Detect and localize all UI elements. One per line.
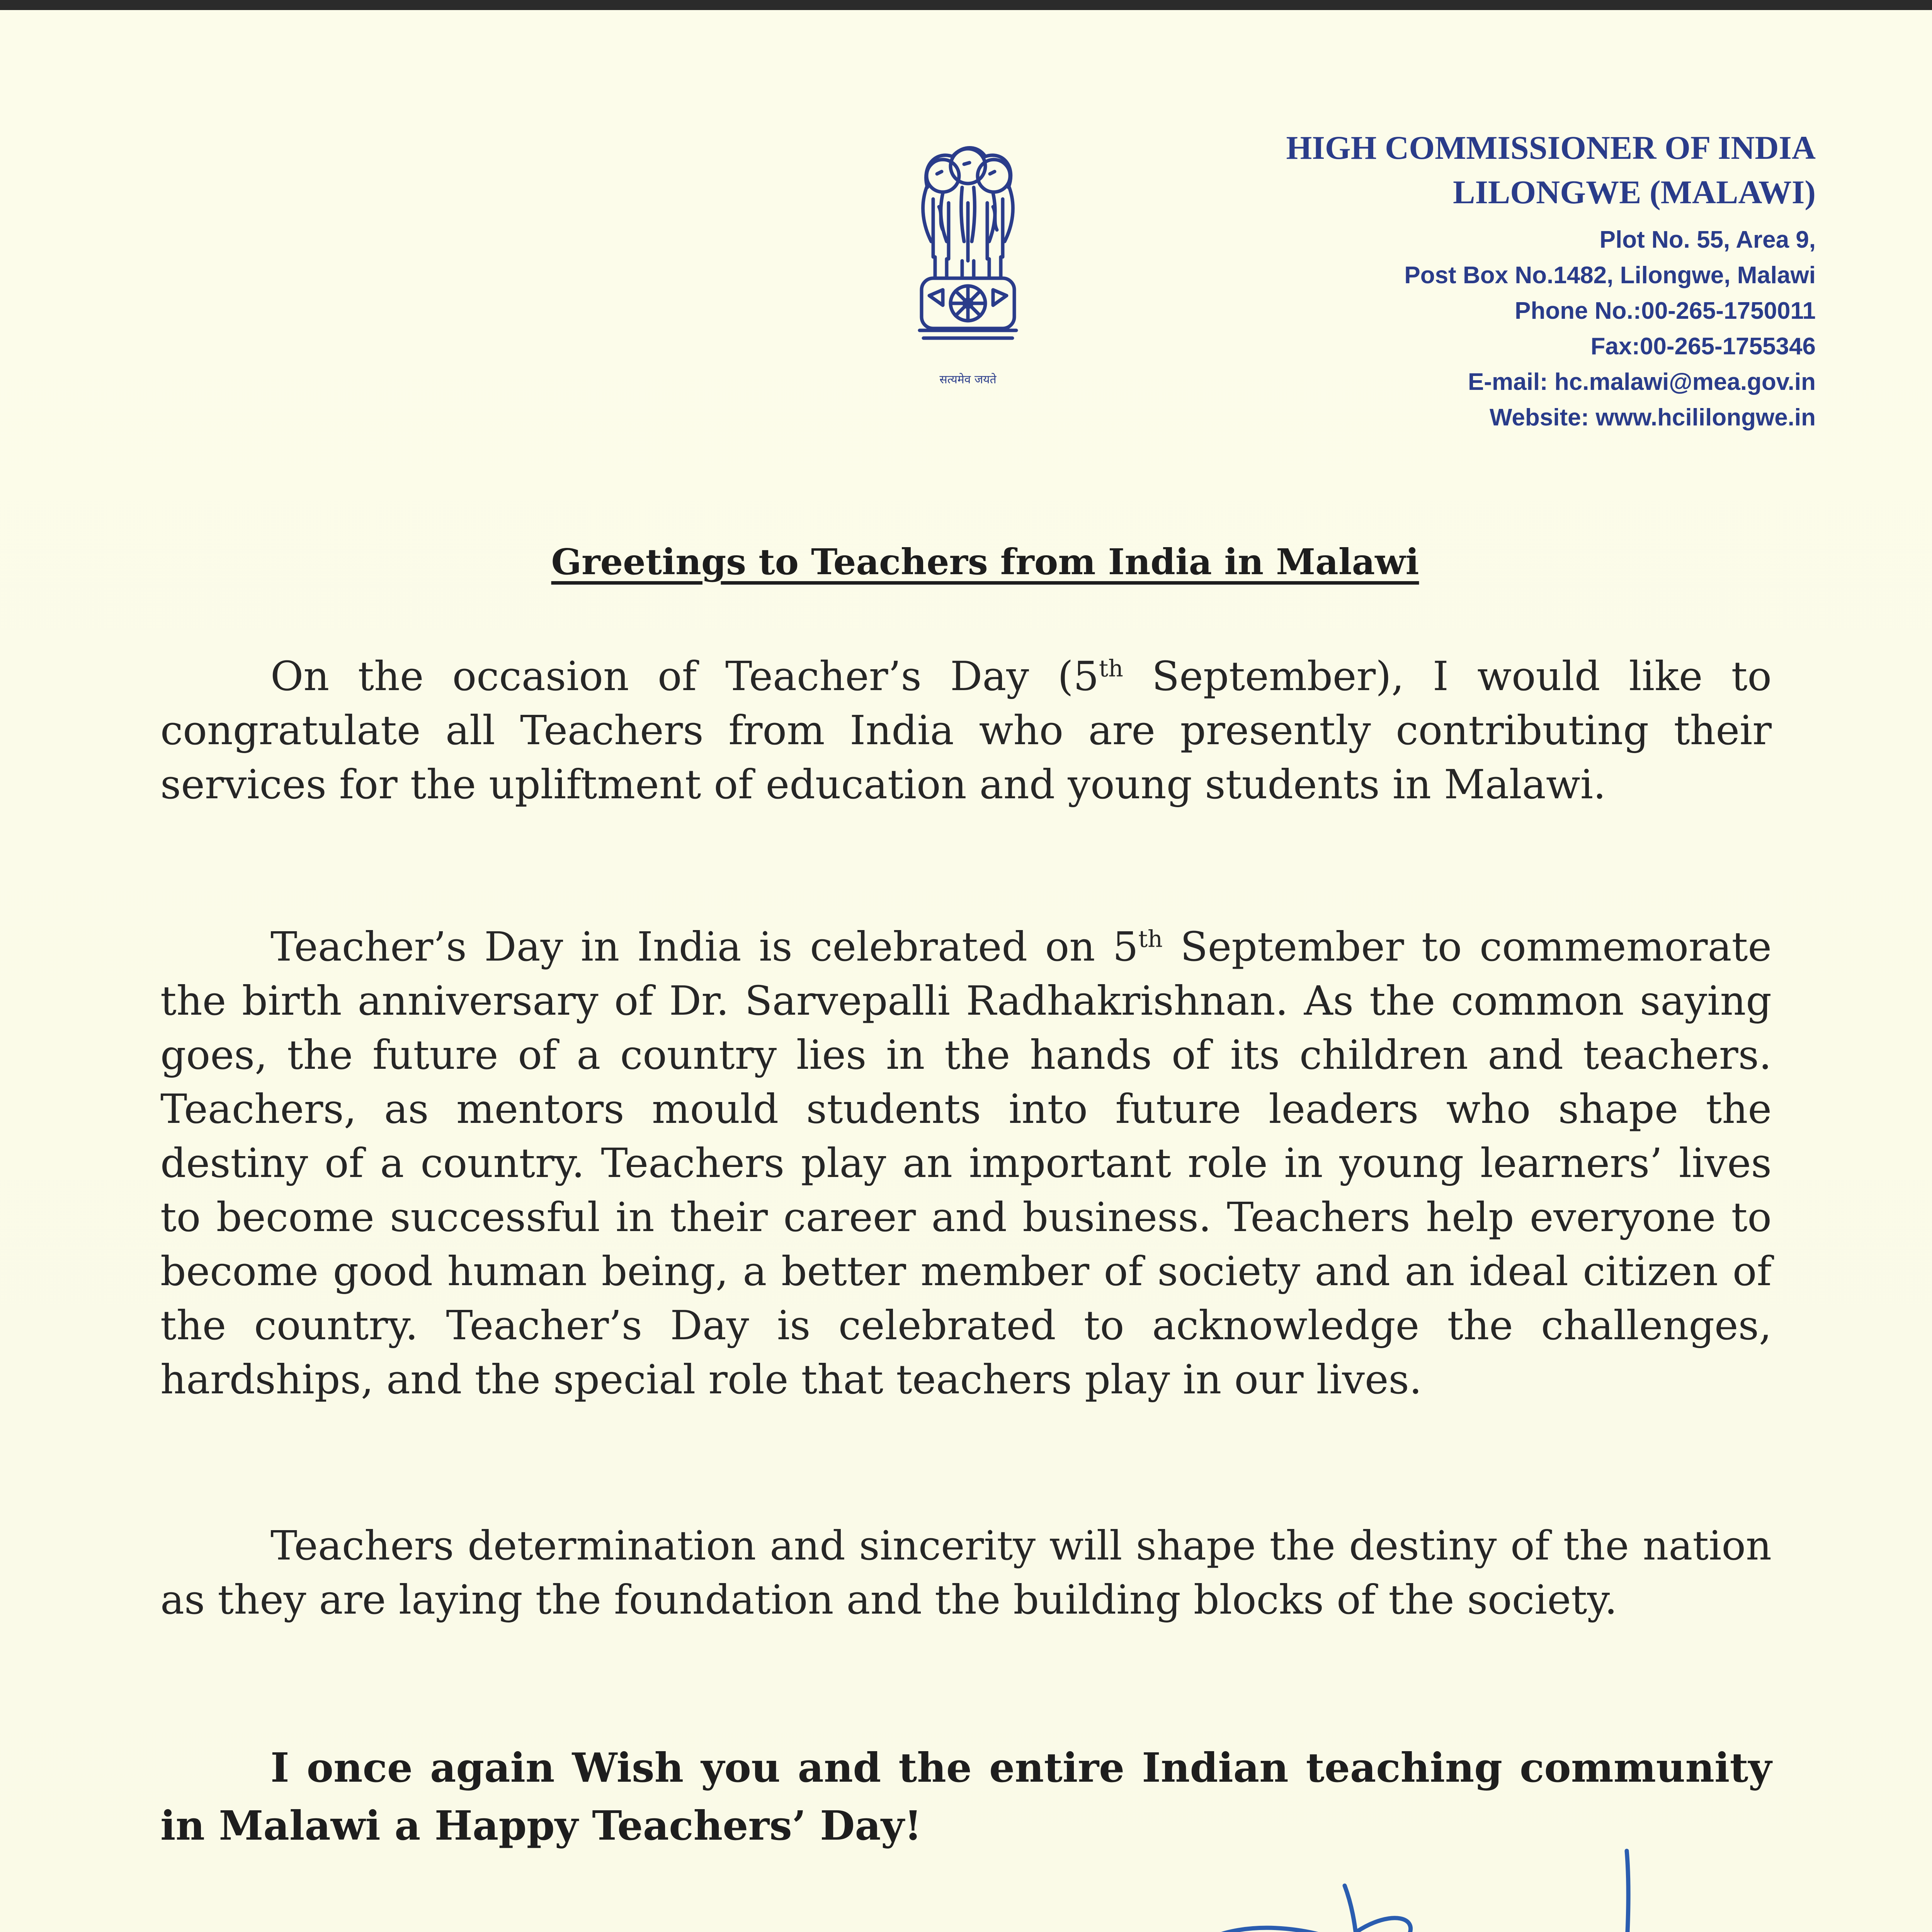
paragraph-3-text: Teachers determination and sincerity will shape the destiny of the nation as they are laying the foundation and the building blocks of the society.	[160, 1522, 1772, 1623]
signature	[1175, 1839, 1839, 1932]
email-address: E-mail: hc.malawi@mea.gov.in	[1468, 369, 1816, 395]
website-address: Website: www.hcililongwe.in	[1490, 404, 1816, 431]
paragraph-2-start: Teacher’s Day in India is celebrated on 5	[270, 923, 1138, 970]
office-title-line1: HIGH COMMISSIONER OF INDIA	[1286, 129, 1816, 166]
closing-wish	[160, 1739, 1772, 1855]
letter-subject: Greetings to Teachers from India in Malawi	[551, 541, 1419, 583]
address-line1: Plot No. 55, Area 9,	[1599, 226, 1816, 253]
phone-number: Phone No.:00-265-1750011	[1515, 298, 1816, 324]
paragraph-3	[160, 1519, 1772, 1627]
paragraph-2-rest: September to commemorate the birth anniversary of Dr. Sarvepalli Radhakrishnan. As the common saying goes, the future of a country lies in the hands of its children and teachers. Teachers, as mentors mould students into future leaders who shape the destiny of a country. Teachers play an important role in young learners’ lives to become successful in their career and business. Teachers help everyone to become good human being, a better member of society and an ideal citizen of the country. Teacher’s Day is celebrated to acknowledge the challenges, hardships, and the special role that teachers play in our lives.	[160, 923, 1772, 1403]
paragraph-1-rest: September), I would like to congratulate all Teachers from India who are presently contributing their services for the upliftment of education and young students in Malawi.	[160, 653, 1772, 808]
paragraph-2-superscript: th	[1138, 925, 1163, 953]
scan-edge-top	[0, 0, 1932, 10]
fax-number: Fax:00-265-1755346	[1590, 333, 1816, 360]
paragraph-2	[160, 920, 1772, 1406]
closing-wish-text: I once again Wish you and the entire Indian teaching community in Malawi a Happy Teachers’ Day!	[160, 1744, 1772, 1849]
paragraph-1	[160, 649, 1772, 811]
emblem-motto: सत्यमेव जयते	[939, 373, 997, 386]
address-line2: Post Box No.1482, Lilongwe, Malawi	[1404, 262, 1816, 289]
paragraph-1-superscript: th	[1099, 655, 1123, 682]
office-title-line2: LILONGWE (MALAWI)	[1453, 173, 1816, 211]
letterhead	[1286, 126, 1816, 435]
national-emblem-icon	[885, 129, 1051, 369]
handwritten-signature-icon	[1175, 1839, 1839, 1932]
paragraph-1-start: On the occasion of Teacher’s Day (5	[270, 653, 1099, 700]
national-emblem	[885, 129, 1051, 400]
